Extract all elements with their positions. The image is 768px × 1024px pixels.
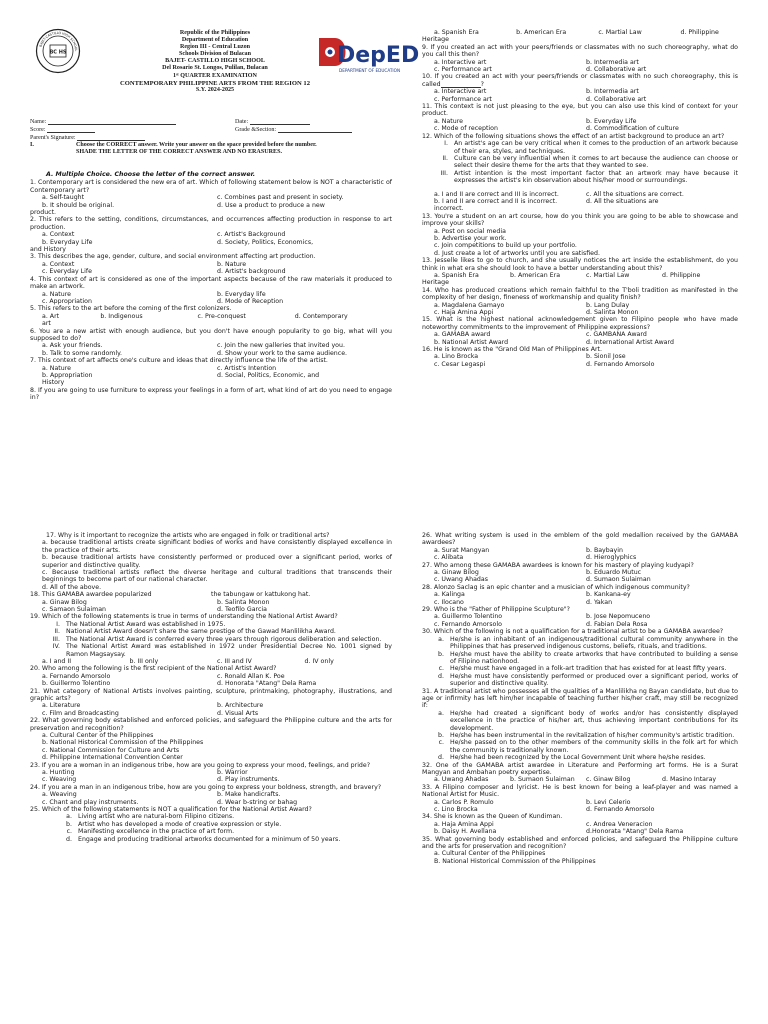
option[interactable]: d. Contemporary (294, 312, 348, 320)
option[interactable]: d. Salinta Monon (586, 309, 639, 317)
option[interactable]: b. Intermedia art (586, 58, 639, 66)
question-16: 16. He is known as the "Grand Old Man of Philippines Art. (422, 346, 602, 354)
option[interactable]: a. Context (42, 231, 75, 239)
option[interactable]: a. Spanish Era (434, 29, 479, 36)
school-heading (90, 30, 340, 94)
question-9: 9. If you created an act with your peers/friends or classmates with no such choreography, what do you call this then? (422, 43, 738, 59)
question-25: 25. Which of the following statements is NOT a qualification for the National Artist Award? (30, 806, 312, 814)
option[interactable]: b. Baybayin (586, 546, 623, 554)
option[interactable]: a. Context (42, 260, 75, 268)
option[interactable]: d. Artist's background (217, 268, 286, 276)
option[interactable]: b. Talk to some randomly. (42, 349, 122, 357)
statement: The National Artist Award was established in 1975. (66, 620, 226, 628)
option[interactable]: c. Performance art (434, 66, 492, 74)
svg-text:DepED: DepED (337, 43, 420, 68)
questions-column-3: 17. Why is it important to recognize the artists who are engaged in folk or traditional arts? a. because traditional artists create significant bodies of works and have consistently displayed excellence in the practice of their arts. b. because traditional artists have consistently performed or produced over a significant period, works of superior and distinctive quality. c. Because traditional artists reflect the diverse heritage and cultural traditions that transcends their beginnings to become part of our national character. d. All of the above. 18. This GAMABA awardee popularized the tabungaw or kattukong hat. a. Ginaw Bilog b. Salinta Monon c. Samaon Sulaiman d. Teofilo Garcia 19. Which of the following statements is true in terms of understanding the National Artist Award? I. The National Artist Award was established in 1975. II. National Artist Award doesn't share the same prestige of the Gawad Manlilikha Award. III. The National Artist Award is conferred every three years through rigorous deliberation and selection. IV. The National Artist Award was established in 1972 under Presidential Decree No. 1001 signed by Ramon Magsaysay. a. I and II b. III only c. III and IV d. IV only 20. Who among the following is the first recipient of the National Artist Award? a. Fernando Amorsolo c. Ronald Allan K. Poe b. Guillermo Tolentino d. Honorata "Atang" Dela Rama 21. What category of National Artists involves painting, sculpture, printmaking, photography, illustrations, and graphic arts? a. Literature b. Architecture c. Film and Broadcasting d. Visual Arts 22. What governing body established and enforced policies, and safeguard the Philippine culture and the arts for preservation and recognition? a. Cultural Center of the Philippines b. National Historical Commission of the Philippines c. National Commission for Culture and Arts d. Philippine International Convention Center 23. If you are a woman in an indigenous tribe, how are you going to express your mood, feelings, and pride? a. Hunting b. Warrior c. Weaving d. Play instruments. 24. If you are a man in an indigenous tribe, how are you going to express your boldness, strength, and bravery? a. Weaving b. Make handicrafts. c. Chant and play instruments. d. Wear b-string or bahag 25. Which of the following statements is NOT a qualification for the National Artist Award? a. Living artist who are natural-born Filipino citizens. b. Artist who has developed a mode of creative expression or style. c. Manifesting excellence in the practice of art form. d. Engage and producing traditional artworks documented for a minimum of 50 years. (30, 532, 392, 843)
option[interactable]: d. Society, Politics, Economics, (217, 238, 314, 246)
statement: Artist intention is the most important factor that an artwork may have because it expresses the artist's kin observation about his/her mood or surroundings. (454, 169, 738, 185)
option[interactable]: a. Guillermo Tolentino (434, 613, 503, 621)
option[interactable]: a. Cultural Center of the Philippines (434, 850, 546, 858)
option[interactable]: b. Jose Nepomuceno (586, 613, 651, 621)
option[interactable]: b. Intermedia art (586, 88, 639, 96)
option[interactable]: a. Ginaw Bilog (42, 598, 87, 606)
option[interactable]: d. Wear b-string or bahag (217, 798, 298, 806)
question-1: 1. Contemporary art is considered the new era of art. Which of following statement below is NOT a characteristic of Contemporary art? (30, 179, 392, 194)
option[interactable]: a. Literature (42, 702, 81, 710)
statement: The National Artist Award was established in 1972 under Presidential Decree No. 1001 signed by Ramon Magsaysay. (66, 643, 392, 658)
option[interactable]: d. IV only (304, 657, 334, 665)
option[interactable]: b. Indigenous (100, 312, 143, 320)
date-field[interactable]: Date: (235, 118, 310, 125)
option[interactable]: a. I and II are correct and III is incorrect. (434, 190, 559, 198)
option[interactable]: He/she had been recognized by the Local Government Unit where he/she resides. (450, 754, 706, 762)
option[interactable]: c. Everyday Life (42, 268, 92, 276)
section-a-heading: A. Multiple Choice. Choose the letter of the correct answer. (46, 171, 256, 178)
option[interactable]: c. Andrea Veneracion (586, 820, 653, 828)
svg-text:BAJET-CASTILLO HIGH SCHOOL: BAJET-CASTILLO HIGH SCHOOL (38, 30, 79, 52)
option[interactable]: c. Martial Law (598, 29, 642, 36)
option[interactable]: c. Haja Amina Appi (434, 309, 494, 317)
option[interactable]: d. Fernando Amorsolo (586, 360, 655, 368)
options-row (30, 194, 392, 201)
option[interactable]: c. National Commission for Culture and Arts (42, 746, 180, 754)
option[interactable]: He/she must have engaged in a folk-art tradition that has existed for at least fifty years. (450, 665, 727, 673)
svg-text:BC HS: BC HS (49, 49, 67, 56)
division-line: Schools Division of Bulacan (179, 51, 251, 58)
option[interactable]: a. Nature (434, 117, 463, 125)
option[interactable]: b. Everyday Life (42, 238, 93, 246)
option[interactable]: c. Martial Law (586, 272, 630, 279)
option[interactable]: b. It should be original. (42, 201, 115, 209)
question-24: 24. If you are a man in an indigenous tribe, how are you going to express your boldness, strength, and bravery? (30, 783, 382, 791)
option[interactable]: a. Lino Brocka (434, 353, 479, 361)
parent-signature-field[interactable]: Parent's Signature: (30, 134, 145, 141)
deped-logo-icon (315, 32, 420, 78)
option[interactable]: a. Nature (42, 290, 71, 298)
question-32: 32. One of the GAMABA artist awardee in Literature and Performing art forms. He is a Surat Mangyan and Ambahan poetry expertise. (422, 761, 738, 776)
option[interactable]: d. Philippine International Convention Center (42, 754, 183, 762)
option[interactable]: B. National Historical Commission of the Philippines (434, 857, 596, 865)
option[interactable]: c. Ronald Allan K. Poe (217, 672, 285, 680)
option[interactable]: d.Honorata "Atang" Dela Rama (586, 828, 684, 836)
option[interactable]: c. Weaving (42, 776, 77, 784)
question-11: 11. This context is not just pleasing to the eye, but you can also use this kind of context for your product. (422, 103, 738, 118)
question-26: 26. What writing system is used in the emblem of the gold medallion received by the GAMABA awardees? (422, 532, 738, 547)
option[interactable]: b. Appropriation (42, 371, 93, 379)
option[interactable]: a. I and II (42, 657, 72, 665)
option[interactable]: d. Use a product to produce a new (217, 201, 325, 209)
exam-line: 1ˢᵗ QUARTER EXAMINATION (173, 72, 257, 79)
option[interactable]: c. Join the new galleries that invited you. (217, 342, 345, 350)
option[interactable]: c. All the situations are correct. (586, 190, 684, 198)
question-23: 23. If you are a woman in an indigenous tribe, how are you going to express your mood, feelings, and pride? (30, 761, 371, 769)
option[interactable]: d. Visual Arts (217, 709, 259, 717)
option[interactable]: b. Lang Dulay (586, 301, 630, 309)
option[interactable]: b. Advertise your work. (434, 234, 507, 242)
option[interactable]: c. Ilocano (434, 598, 464, 606)
options-row (30, 202, 392, 209)
question-21: 21. What category of National Artists involves painting, sculpture, printmaking, photography, illustrations, and graphic arts? (30, 687, 392, 702)
option[interactable]: He/she is an inhabitant of an indigenous/traditional cultural community anywhere in the Philippines that has preserved indigenous customs, beliefs, rituals, and traditions. (450, 635, 738, 651)
option[interactable]: b. Architecture (217, 702, 264, 710)
question-30: 30. Which of the following is not a qualification for a traditional artist to be a GAMABA awardee? (422, 628, 724, 636)
option[interactable]: Artist who has developed a mode of creative expression or style. (78, 820, 282, 828)
option[interactable]: b. Nature (217, 260, 247, 268)
option[interactable]: d. Collaborative art (586, 66, 647, 74)
option[interactable]: d. Philippine (680, 29, 719, 36)
question-31: 31. A traditional artist who possesses all the qualities of a Manlilikha ng Bayan candidate, but due to age or infirmity has left him/her incapable of teaching further his/her craft, may still be recognized if: (422, 687, 738, 710)
option[interactable]: d. Teofilo Garcia (217, 606, 267, 614)
option[interactable]: b. Eduardo Mutuc (586, 569, 642, 577)
option[interactable]: c. GAMBANA Award (586, 331, 647, 339)
option[interactable]: b. Everyday Life (586, 117, 637, 125)
instruction-line-1: Choose the CORRECT answer. Write your answer on the space provided before the number. (76, 142, 317, 148)
option[interactable]: b. American Era (516, 29, 567, 36)
question-20: 20. Who among the following is the first recipient of the National Artist Award? (30, 665, 277, 673)
question-13: 13. You're a student on an art course, how do you think you are going to be able to showcase and improve your skills? (422, 212, 738, 228)
option[interactable]: c. Uwang Ahadas (434, 576, 488, 584)
question-19: 19. Which of the following statements is true in terms of understanding the National Artist Award? (30, 613, 338, 621)
option[interactable]: a. Magdalena Gamayo (434, 301, 505, 309)
option[interactable]: c. Samaon Sulaiman (42, 606, 107, 614)
school-seal-icon (35, 28, 81, 74)
option[interactable]: He/she must have consistently performed or produced over a significant period, works of superior and distinctive quality. (450, 672, 738, 688)
question-14: 14. Who has produced creations which remain faithful to the T'boli tradition as manifested in the complexity of her design, fineness of workmanship and quality finish? (422, 286, 738, 302)
score-field[interactable]: Score: (30, 126, 95, 133)
option[interactable]: a. Self-taught (42, 194, 85, 202)
option[interactable]: b. National Artist Award (434, 338, 509, 346)
option[interactable]: He/she has been instrumental in the revitalization of his/her community's artistic tradition. (450, 731, 735, 739)
option[interactable]: c. III and IV (217, 657, 252, 665)
option[interactable]: d. Just create a lot of artworks until you are satisfied. (434, 249, 600, 257)
option[interactable]: a. Uwang Ahadas (434, 776, 489, 784)
option[interactable]: d. International Artist Award (586, 338, 674, 346)
subject-line: CONTEMPORARY PHILIPPINE ARTS FROM THE REGION 12 (119, 79, 311, 87)
option[interactable]: d. Sumaon Sulaiman (586, 576, 651, 584)
statement: An artist's age can be very critical when it comes to the production of an artwork because of their era, styles, and techniques. (454, 140, 738, 155)
question-35: 35. What governing body established and enforced policies, and safeguard the Philippine culture and the arts for preservation and recognition? (422, 835, 738, 851)
svg-text:DEPARTMENT OF EDUCATION: DEPARTMENT OF EDUCATION (339, 68, 401, 73)
option[interactable]: He/she passed on to the other members of the community skills in the folk art for which the community is traditionally known. (450, 739, 738, 754)
instructions: I. Choose the CORRECT answer. Write your answer on the space provided before the number. SHADE THE LETTER OF THE CORRECT ANSWER AND NO ERASURES. (30, 142, 390, 157)
option[interactable]: c. Because traditional artists reflect the diverse heritage and cultural traditions that transcends their beginnings to become part of our national character. (42, 569, 392, 584)
option[interactable]: d. Yakan (586, 598, 613, 606)
department-line: Department of Education (181, 37, 249, 44)
question-17: 17. Why is it important to recognize the artists who are engaged in folk or traditional arts? (46, 532, 330, 539)
option[interactable]: c. Artist's Background (217, 231, 286, 239)
option[interactable]: d. Philippine (662, 272, 701, 279)
statement: The National Artist Award is conferred every three years through rigorous deliberation and selection. (66, 635, 382, 643)
question-8: 8. If you are going to use furniture to express your feelings in a form of art, what kind of art do you need to engage in? (30, 386, 392, 402)
republic-line: Republic of the Philippines (179, 30, 251, 36)
option[interactable]: c. Lino Brocka (434, 806, 478, 814)
option[interactable]: b. Everyday life (217, 290, 266, 298)
question-2: 2. This refers to the setting, conditions, circumstances, and occurrences affecting production in response to art production. (30, 216, 392, 231)
option[interactable]: c. Join competitions to build up your portfolio. (434, 242, 577, 250)
question-18: 18. This GAMABA awardee popularized (30, 591, 152, 599)
grade-section-field[interactable]: Grade &Section: (235, 126, 352, 133)
option[interactable]: d. Collaborative art (586, 95, 647, 103)
option[interactable]: b. Sumaon Sulaiman (510, 776, 575, 784)
option[interactable]: b. Daisy H. Avellana (434, 828, 497, 836)
option[interactable]: b. because traditional artists have consistently performed or produced over a significant period, works of superior and distinctive quality. (42, 554, 392, 569)
option[interactable]: c. Mode of reception (434, 125, 498, 133)
option[interactable]: c. Combines past and present in society. (217, 194, 344, 202)
question-13b: 13. Jesselle likes to go to church, and she usually notices the art inside the establishment, do you think in what era she should look to have a better understanding about this? (422, 257, 738, 272)
question-7: 7. This context of art affects one's culture and ideas that directly influence the life of the artist. (30, 357, 328, 365)
school-line: BAJET- CASTILLO HIGH SCHOOL (165, 58, 265, 65)
option[interactable]: a. Post on social media (434, 227, 506, 235)
statement: Culture can be very influential when it comes to art because the audience can choose or select their desire theme for the arts that they wanted to see. (454, 154, 738, 170)
questions-column-2: a. Spanish Era b. American Era c. Martial Law d. Philippine Heritage 9. If you created an act with your peers/friends or classmates with no such choreography, what do you call this then? a. Interactive art b. Intermedia art c. Performance art d. Collaborative art 10. If you created an act with your peers/friends or classmates with no such choreography, this is called ? a. Interactive art b. Intermedia art c. Performance art d. Collaborative art 11. This context is not just pleasing to the eye, but you can also use this kind of context for your product. a. Nature b. Everyday Life c. Mode of reception d. Commodification of culture 12. Which of the following situations shows the effect of an artist background to produce an art? I. An artist's age can be very critical when it comes to the production of an artwork because of their era, styles, and techniques. II. Culture can be very influential when it comes to art because the audience can choose or select their desire theme for the arts that they wanted to see. III. Artist intention is the most important factor that an artwork may have because it expresses the artist's kin observation about his/her mood or surroundings. a. I and II are correct and III is incorrect. c. All the situations are correct. b. I and II are correct and II is incorrect. d. All the situations are incorrect. 13. You're a student on an art course, how do you think you are going to be able to showcase and improve your skills? a. Post on social media b. Advertise your work. c. Join competitions to build up your portfolio. d. Just create a lot of artworks until you are satisfied. 13. Jesselle likes to go to church, and she usually notices the art inside the establishment, do you think in what era she should look to have a better understanding about this? a. Spanish Era b. American Era c. Martial Law d. Philippine Heritage 14. Who has produced creations which remain faithful to the T'boli tradition as manifested in the complexity of her design, fineness of workmanship and quality finish? a. Magdalena Gamayo b. Lang Dulay c. Haja Amina Appi d. Salinta Monon 15. What is the highest national acknowledgement given to Filipino people who have made noteworthy commitments to the improvement of Philippine expressions? a. GAMABA award c. GAMBANA Award b. National Artist Award d. International Artist Award 16. He is known as the "Grand Old Man of Philippines Art. a. Lino Brocka b. Sionil Jose c. Cesar Legaspi d. Fernando Amorsolo (422, 29, 738, 368)
option[interactable]: b. National Historical Commission of the Philippines (42, 739, 204, 747)
option[interactable]: b. American Era (510, 272, 561, 279)
option[interactable]: b. I and II are correct and II is incorrect. (434, 197, 558, 205)
questions-column-1: A. Multiple Choice. Choose the letter of the correct answer. 1. Contemporary art is considered the new era of art. Which of following statement below is NOT a characteristic of Contemporary art? a. Self-taught c. Combines past and present in society. b. It should be original. d. Use a product to produce a new product. 2. This refers to the setting, conditions, circumstances, and occurrences affecting production in response to art production. a. Context c. Artist's Background b. Everyday Life d. Society, Politics, Economics, and History 3. This describes the age, gender, culture, and social environment affecting art production. a. Context b. Nature c. Everyday Life d. Artist's background 4. This context of art is considered as one of the important aspects because of the raw materials it produced to make an artwork. a. Nature b. Everyday life c. Appropriation d. Mode of Reception 5. This refers to the art before the coming of the first colonizers. a. Art b. Indigenous c. Pre-conquest d. Contemporary art 6. You are a new artist with enough audience, but you don't have enough popularity to go big, what will you supposed to do? a. Ask your friends. c. Join the new galleries that invited you. b. Talk to some randomly. d. Show your work to the same audience. 7. This context of art affects one's culture and ideas that directly influence the life of the artist. a. Nature c. Artist's Intention b. Appropriation d. Social, Politics, Economic, and History 8. If you are going to use furniture to express your feelings in a form of art, what kind of art do you need to engage in? (30, 171, 392, 402)
option[interactable]: d. Play instruments. (217, 776, 280, 784)
option[interactable]: a. Carlos P. Romulo (434, 798, 494, 806)
option[interactable]: d. Fabian Dela Rosa (586, 620, 648, 628)
option[interactable]: a. because traditional artists create significant bodies of works and have consistently displayed excellence in the practice of their arts. (42, 539, 392, 554)
statement: National Artist Award doesn't share the same prestige of the Gawad Manlilikha Award. (66, 628, 336, 636)
option[interactable]: d. Commodification of culture (586, 125, 679, 133)
option[interactable]: a. Hunting (42, 769, 75, 776)
option[interactable]: a. Art (42, 312, 60, 320)
option[interactable]: c. Alibata (434, 554, 464, 562)
question-3: 3. This describes the age, gender, culture, and social environment affecting art production. (30, 253, 316, 261)
option[interactable]: d. Mode of Reception (217, 297, 284, 305)
option[interactable]: b. Guillermo Tolentino (42, 680, 111, 688)
option[interactable]: a. Spanish Era (434, 272, 479, 279)
option[interactable]: c. Film and Broadcasting (42, 709, 119, 717)
option[interactable]: He/she had created a significant body of works and/or has consistently displayed excellence in the practice of his/her art, thus achieving important contributions for its development. (450, 709, 738, 732)
option[interactable]: a. Cultural Center of the Philippines (42, 731, 154, 739)
option[interactable]: d. Honorata "Atang" Dela Rama (217, 680, 317, 688)
option[interactable]: c. Pre-conquest (197, 312, 246, 320)
option[interactable]: c. Chant and play instruments. (42, 798, 139, 806)
question-27: 27. Who among these GAMABA awardees is known for his mastery of playing kudyapi? (422, 561, 694, 569)
option[interactable]: a. Ginaw Bilog (434, 569, 479, 577)
question-22: 22. What governing body established and enforced policies, and safeguard the Philippine culture and the arts for preservation and recognition? (30, 717, 392, 732)
option[interactable]: a. Kalinga (434, 591, 465, 599)
option[interactable]: a. Ask your friends. (42, 342, 103, 350)
option[interactable]: a. Interactive art (434, 88, 487, 96)
question-5: 5. This refers to the art before the coming of the first colonizers. (30, 305, 232, 313)
region-line: Region III - Central Luzon (179, 44, 251, 51)
answer-blank[interactable] (441, 81, 481, 88)
questions-column-4: 26. What writing system is used in the emblem of the gold medallion received by the GAMABA awardees? a. Surat Mangyan b. Baybayin c. Alibata d. Hieroglyphics 27. Who among these GAMABA awardees is known for his mastery of playing kudyapi? a. Ginaw Bilog b. Eduardo Mutuc c. Uwang Ahadas d. Sumaon Sulaiman 28. Alonzo Saclag is an epic chanter and a musician of which indigenous community? a. Kalinga b. Kankana-ey c. Ilocano d. Yakan 29. Who is the "Father of Philippine Sculpture"? a. Guillermo Tolentino b. Jose Nepomuceno c. Fernando Amorsolo d. Fabian Dela Rosa 30. Which of the following is not a qualification for a traditional artist to be a GAMABA awardee? a. He/she is an inhabitant of an indigenous/traditional cultural community anywhere in the Philippines that has preserved indigenous customs, beliefs, rituals, and traditions. b. He/she must have the ability to create artworks that have contributed to building a sense of Filipino nationhood. c. He/she must have engaged in a folk-art tradition that has existed for at least fifty years. d. He/she must have consistently performed or produced over a significant period, works of superior and distinctive quality. 31. A traditional artist who possesses all the qualities of a Manlilikha ng Bayan candidate, but due to age or infirmity has left him/her incapable of teaching further his/her craft, may still be recognized if: a. He/she had created a significant body of works and/or has consistently displayed excellence in the practice of his/her art, thus achieving important contributions for its development. b. He/she has been instrumental in the revitalization of his/her community's artistic tradition. c. He/she passed on to the other members of the community skills in the folk art for which the community is traditionally known. d. He/she had been recognized by the Local Government Unit where he/she resides. 32. One of the GAMABA artist awardee in Literature and Performing art forms. He is a Surat Mangyan and Ambahan poetry expertise. a. Uwang Ahadas b. Sumaon Sulaiman c. Ginaw Bilog d. Masino Intaray 33. A Filipino composer and lyricist. He is best known for being a leaf-player and was named a National Artist for Music. a. Carlos P. Romulo b. Levi Celerio c. Lino Brocka d. Fernando Amorsolo 34. She is known as the Queen of Kundiman. a. Haja Amina Appi c. Andrea Veneracion b. Daisy H. Avellana d.Honorata "Atang" Dela Rama 35. What governing body established and enforced policies, and safeguard the Philippine culture and the arts for preservation and recognition? a. Cultural Center of the Philippines B. National Historical Commission of the Philippines (422, 532, 738, 865)
option[interactable]: d. All of the above. (42, 583, 102, 591)
option[interactable]: d. Show your work to the same audience. (217, 349, 348, 357)
option[interactable]: Engage and producing traditional artworks documented for a minimum of 50 years. (78, 835, 341, 843)
option[interactable]: b. Sionil Jose (586, 353, 626, 361)
option[interactable]: c. Cesar Legaspi (434, 360, 486, 368)
option[interactable]: b. III only (129, 657, 159, 665)
option[interactable]: d. Fernando Amorsolo (586, 806, 655, 814)
option[interactable]: Manifesting excellence in the practice of art form. (78, 828, 235, 836)
option[interactable]: d. All the situations are (586, 197, 659, 205)
question-15: 15. What is the highest national acknowledgement given to Filipino people who have made noteworthy commitments to the improvement of Philippine expressions? (422, 316, 738, 331)
option[interactable]: a. Weaving (42, 791, 77, 799)
name-field[interactable]: Name: (30, 118, 176, 125)
address-line: Del Rosario St. Longos, Pulilan, Bulacan (162, 65, 268, 72)
option[interactable]: d. Masino Intaray (662, 776, 717, 784)
option[interactable]: b. Warrior (217, 769, 248, 776)
option[interactable]: b. Kankana-ey (586, 591, 631, 599)
option[interactable]: Living artist who are natural-born Filipino citizens. (78, 813, 235, 821)
option[interactable]: a. Interactive art (434, 58, 487, 66)
question-12: 12. Which of the following situations shows the effect of an artist background to produce an art? (422, 132, 725, 140)
option[interactable]: b. Salinta Monon (217, 598, 270, 606)
option[interactable]: He/she must have the ability to create artworks that have contributed to building a sense of Filipino nationhood. (450, 650, 738, 665)
option[interactable]: a. Nature (42, 364, 71, 372)
question-29: 29. Who is the "Father of Philippine Sculpture"? (422, 606, 571, 614)
instruction-line-2: SHADE THE LETTER OF THE CORRECT ANSWER AND NO ERASURES. (76, 149, 282, 156)
question-34: 34. She is known as the Queen of Kundiman. (422, 813, 563, 821)
question-28: 28. Alonzo Saclag is an epic chanter and a musician of which indigenous community? (422, 583, 690, 591)
option[interactable]: d. Hieroglyphics (586, 554, 637, 562)
option[interactable]: b. Make handicrafts. (217, 791, 281, 799)
option[interactable]: b. Levi Celerio (586, 798, 631, 806)
question-33: 33. A Filipino composer and lyricist. He is best known for being a leaf-player and was named a National Artist for Music. (422, 783, 738, 799)
option[interactable]: c. Fernando Amorsolo (434, 620, 502, 628)
question-6: 6. You are a new artist with enough audience, but you don't have enough popularity to go big, what will you supposed to do? (30, 327, 392, 342)
option[interactable]: a. Haja Amina Appi (434, 820, 494, 828)
option[interactable]: c. Appropriation (42, 297, 92, 305)
option[interactable]: a. Fernando Amorsolo (42, 672, 111, 680)
question-10: 10. If you created an act with your peers/friends or classmates with no such choreography, this is called ? (422, 73, 738, 88)
option[interactable]: a. Surat Mangyan (434, 546, 490, 554)
option[interactable]: c. Artist's Intention (217, 364, 277, 372)
question-4: 4. This context of art is considered as one of the important aspects because of the raw materials it produced to make an artwork. (30, 275, 392, 291)
option[interactable]: a. GAMABA award (434, 331, 491, 339)
option[interactable]: c. Ginaw Bilog (586, 776, 631, 784)
school-year-line: S.Y. 2024-2025 (195, 86, 235, 93)
option[interactable]: c. Performance art (434, 95, 492, 103)
option[interactable]: d. Social, Politics, Economic, and (217, 371, 320, 379)
